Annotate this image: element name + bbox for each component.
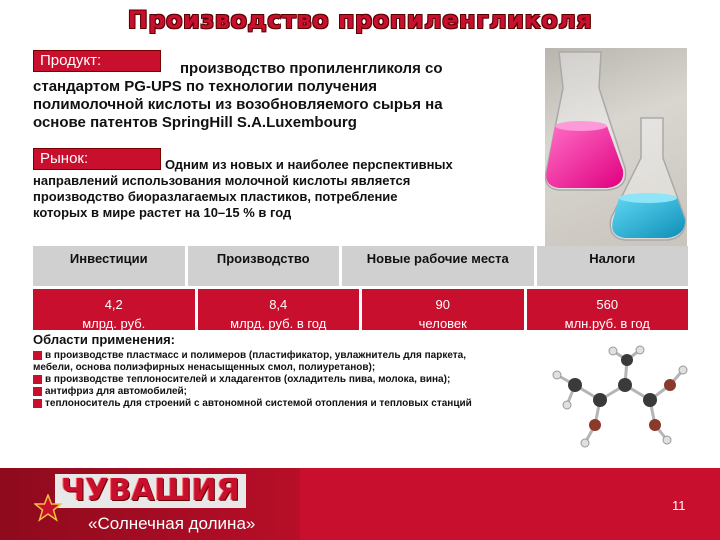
- cell-unit: человек: [418, 316, 467, 331]
- table-cell: [33, 286, 198, 330]
- market-text-line3: производство биоразлагаемых пластиков, потребление: [33, 189, 398, 204]
- table-header-cell: Производство: [188, 246, 343, 286]
- table-cell: [527, 286, 689, 330]
- square-bullet-icon: [33, 351, 42, 360]
- star-emblem-icon: [34, 494, 62, 522]
- indicators-table: [33, 246, 688, 330]
- flasks-illustration: [545, 48, 687, 246]
- list-item-text: теплоноситель для строений с автономной системой отопления и тепловых станций: [45, 398, 472, 409]
- market-text-line4: которых в мире растет на 10–15 % в год: [33, 205, 292, 220]
- table-header-cell: Налоги: [537, 246, 689, 286]
- cell-value: 4,2: [104, 297, 123, 312]
- square-bullet-icon: [33, 387, 42, 396]
- list-item-text: антифриз для автомобилей;: [45, 386, 187, 397]
- molecule-model-illustration: [545, 345, 690, 455]
- cell-value: 560: [596, 297, 619, 312]
- market-label: Рынок:: [33, 148, 161, 170]
- cell-unit: млрд. руб.: [82, 316, 146, 331]
- cell-value: 8,4: [269, 297, 288, 312]
- table-row: [33, 286, 688, 330]
- table-cell: [362, 286, 527, 330]
- table-cell: [198, 286, 363, 330]
- market-text-line2: направлений использования молочной кислоты является: [33, 173, 411, 188]
- product-text-line3: полимолочной кислоты из возобновляемого сырья на: [33, 96, 443, 113]
- list-item: [33, 386, 503, 398]
- product-label: Продукт:: [33, 50, 161, 72]
- table-header-cell: Новые рабочие места: [342, 246, 537, 286]
- region-logo-text: ЧУВАШИЯ: [55, 474, 246, 508]
- product-text-line4: основе патентов SpringHill S.A.Luxembourg: [33, 114, 357, 131]
- square-bullet-icon: [33, 399, 42, 408]
- cell-value: 90: [435, 297, 450, 312]
- footer-slogan: «Солнечная долина»: [88, 514, 256, 533]
- applications-list: [33, 350, 503, 410]
- page-number: 11: [672, 498, 686, 513]
- cell-unit: млрд. руб. в год: [230, 316, 327, 331]
- cell-unit: млн.руб. в год: [564, 316, 650, 331]
- market-text-line1: Одним из новых и наиболее перспективных: [165, 157, 453, 172]
- product-text-line2: стандартом PG-UPS по технологии получения: [33, 78, 378, 95]
- flasks-photo: [545, 48, 687, 246]
- list-item-text: в производстве теплоносителей и хладагентов (охладитель пива, молока, вина);: [45, 374, 451, 385]
- product-text-line1: производство пропиленгликоля со: [180, 60, 443, 77]
- list-item-text: в производстве пластмасс и полимеров (пластификатор, увлажнитель для паркета, мебели, основа полиэфирных ненасыщенных смол, полиуретанов);: [33, 350, 466, 373]
- table-header-row: [33, 246, 688, 286]
- page-title: Производство пропиленгликоля: [127, 6, 593, 34]
- square-bullet-icon: [33, 375, 42, 384]
- applications-title: Области применения:: [33, 332, 175, 347]
- list-item: [33, 350, 503, 374]
- table-header-cell: Инвестиции: [33, 246, 188, 286]
- list-item: [33, 398, 503, 410]
- list-item: [33, 374, 503, 386]
